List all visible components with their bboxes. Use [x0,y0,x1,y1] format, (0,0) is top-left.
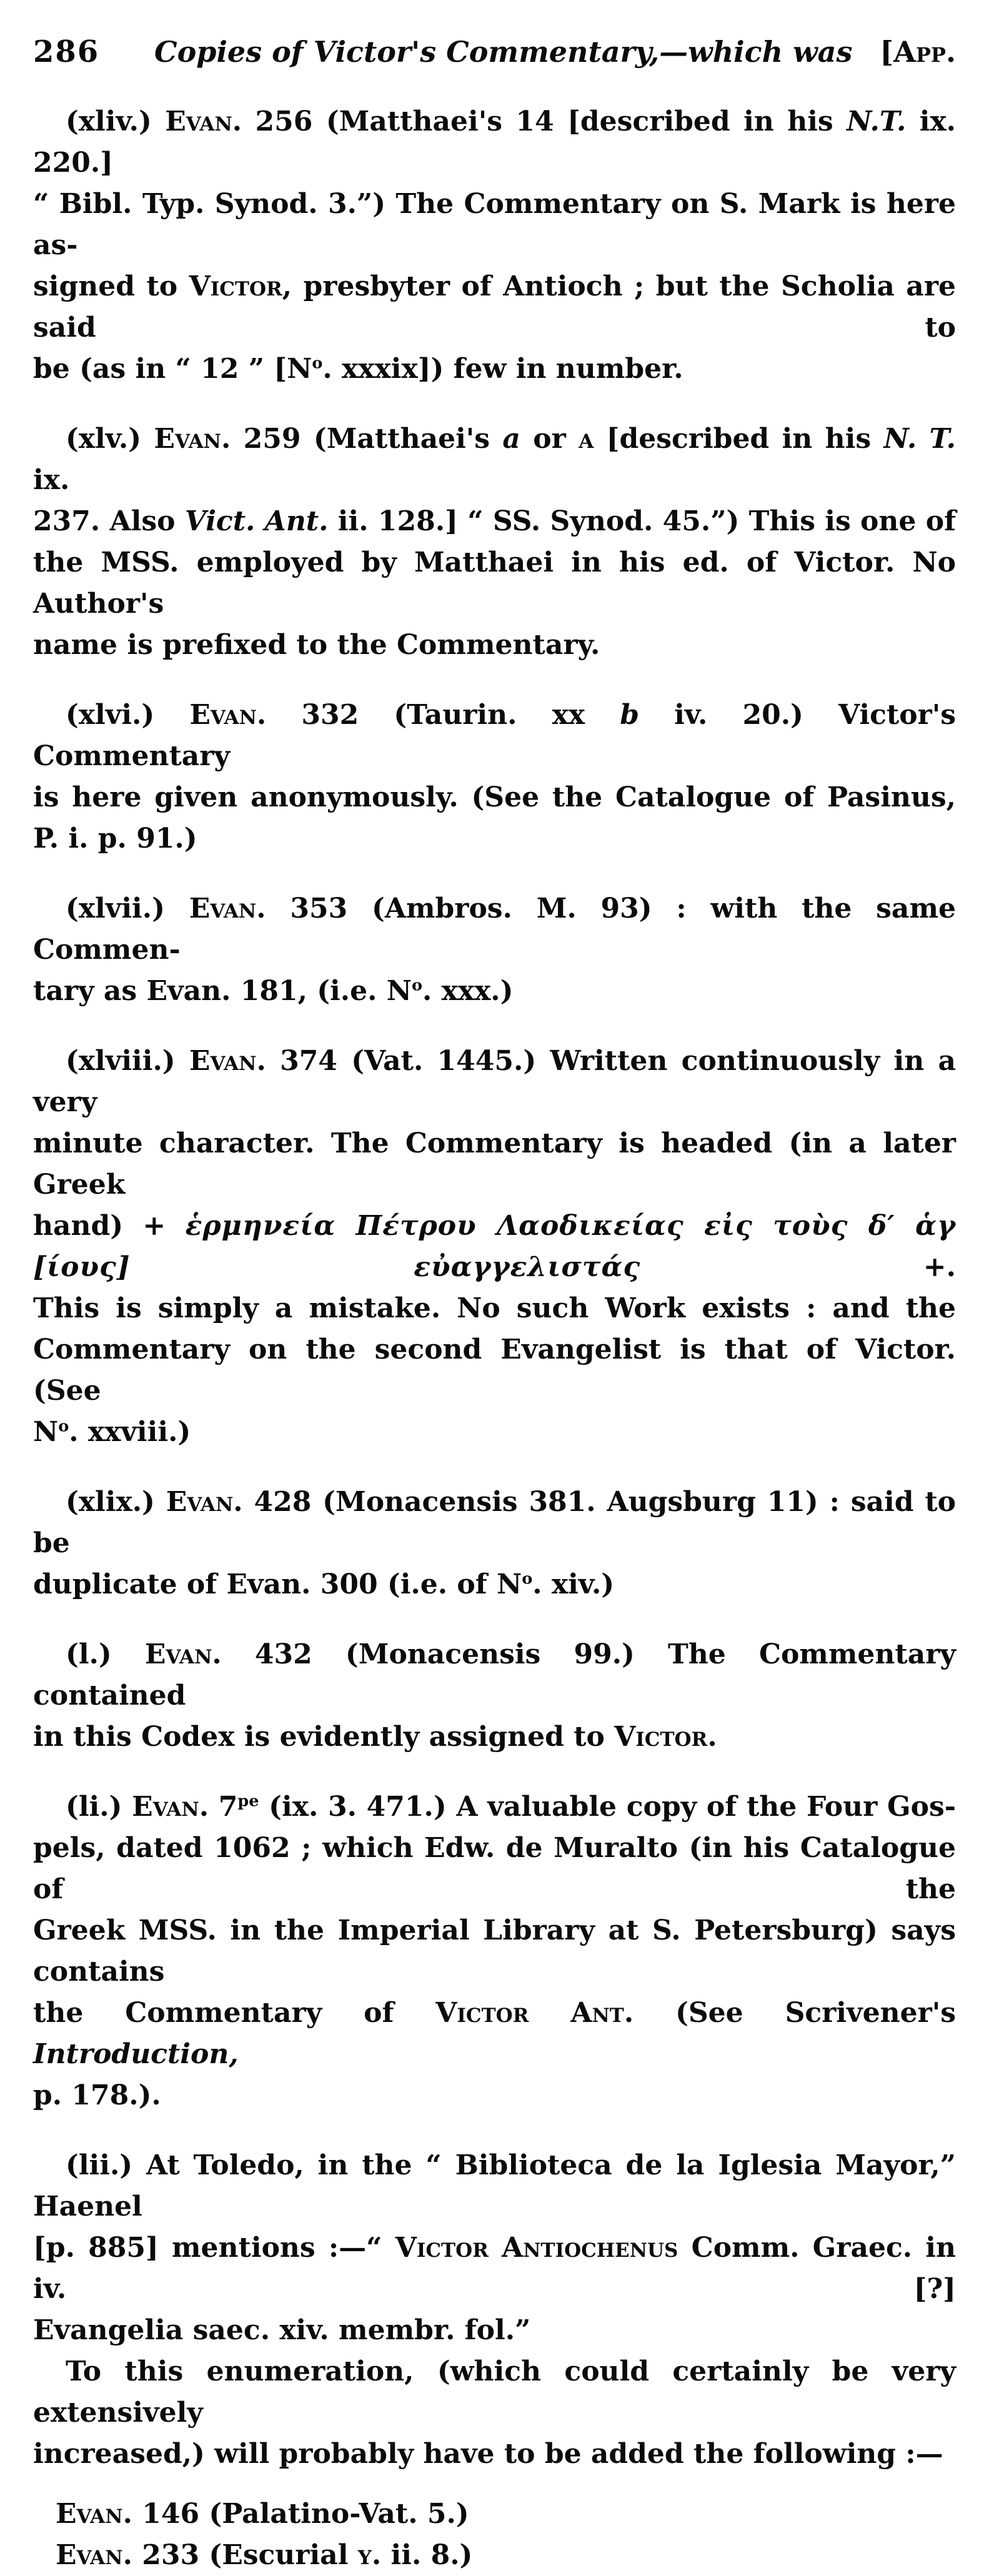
text-line [33,542,956,625]
text-segment: ix. [33,464,70,496]
text-segment-sc: Victor Antiochenus [395,2232,678,2264]
text-segment: Greek MSS. in the Imperial Library at S. Petersburg) says contains [33,1915,956,1988]
text-line [33,419,956,501]
text-segment: (xlviii.) [66,1045,189,1077]
page-body [33,101,956,2576]
paragraph-lii [33,2145,956,2351]
text-segment-sup: o [58,1417,69,1436]
text-segment: 256 (Matthaei's 14 [described in his [242,106,847,137]
text-segment: name is prefixed to the Commentary. [33,629,600,661]
text-segment-sc: a [579,423,594,455]
header-corner-label: [App. [880,35,956,69]
text-line [33,184,956,266]
text-segment: Evangelia saec. xiv. membr. fol.” [33,2314,531,2346]
text-segment: the Commentary of [33,1997,436,2029]
text-segment: 428 (Monacensis 381. Augsburg 11) : said to be [33,1486,956,1559]
text-segment: increased,) will probably have to be added the following :— [33,2438,943,2470]
text-segment: minute character. The Commentary is headed (in a later Greek [33,1127,956,1201]
text-line [33,888,956,971]
paragraph-xliv [33,101,956,390]
text-segment: signed to [33,270,189,302]
paragraph-addenda-list [56,2494,956,2576]
text-segment: ix. 220.] [33,106,956,179]
text-line [33,1828,956,1910]
text-segment-sc: Evan. [189,893,266,924]
text-segment: To this enumeration, (which could certainly be very extensively [33,2356,956,2429]
text-segment-it: a [502,423,520,455]
text-segment-sc: Evan. [154,423,231,455]
text-segment-it: N. T. [883,423,956,455]
page-number: 286 [33,34,100,69]
paragraph-li [33,1786,956,2116]
text-line [33,2227,956,2310]
text-segment-sc: Evan. [56,2539,132,2571]
text-line [33,1993,956,2075]
text-segment: (ix. 3. 471.) A valuable copy of the Four Gos- [259,1791,957,1823]
text-segment: duplicate of Evan. 300 (i.e. of N [33,1568,522,1600]
text-segment-sc: Evan. [132,1791,209,1823]
text-segment: p. 178.). [33,2079,161,2111]
text-segment-it: Introduction, [33,2038,239,2070]
text-segment: 353 (Ambros. M. 93) : with the same Commen- [33,893,956,966]
text-segment: 432 (Monacensis 99.) The Commentary contained [33,1638,956,1712]
text-line [33,1634,956,1717]
text-segment: 237. Also [33,505,185,537]
text-line [33,1329,956,1412]
text-segment: N [33,1416,59,1448]
text-segment: 7 [209,1791,238,1823]
text-segment: ii. 128.] “ SS. Synod. 45.”) This is one of [328,505,957,537]
text-segment: . [707,1721,717,1753]
text-line [33,101,956,184]
text-line [33,2075,956,2116]
text-segment-sup: o [312,354,323,373]
paragraph-l [33,1634,956,1758]
text-segment: . xxxix]) few in number. [322,353,683,385]
text-segment: This is simply a mistake. No such Work exists : and the [33,1292,956,1324]
text-line [33,266,956,349]
text-segment-sc: y [357,2539,372,2571]
text-line [33,1041,956,1123]
text-segment-sup: pe [237,1791,259,1811]
text-line [33,625,956,666]
text-line [33,1910,956,1993]
text-segment-grk: ἑρμηνεία Πέτρου Λαοδικείας εἰς τοὺς δ′ ἁγ [ίους] εὐαγγελιστάς [33,1210,957,1283]
text-segment: . xxviii.) [69,1416,191,1448]
text-segment: (lii.) At Toledo, in the “ Biblioteca de la Iglesia Mayor,” Haenel [33,2149,956,2222]
text-line [33,2351,956,2434]
text-segment: (See Scrivener's [634,1997,956,2029]
text-segment-sc: Evan. [144,1638,222,1670]
text-line [33,971,956,1012]
text-segment-it: b [620,699,639,731]
text-line [33,1786,956,1828]
text-segment: be (as in “ 12 ” [N [33,353,312,385]
text-segment-sc: Evan. [189,1045,266,1077]
text-segment: [described in his [594,423,884,455]
text-line [56,2494,956,2535]
text-segment: iv. 20.) Victor's Commentary [33,699,956,772]
text-segment-sc: Evan. [166,1486,243,1518]
text-line [33,695,956,777]
text-segment: (xliv.) [66,106,166,137]
text-segment: (xlv.) [66,423,154,455]
text-segment-sc: Victor Ant. [435,1997,634,2029]
text-segment: 259 (Matthaei's [231,423,503,455]
text-line [33,1717,956,1758]
text-segment: the MSS. employed by Matthaei in his ed. of Victor. No Author's [33,547,956,620]
text-segment: . xiv.) [532,1568,615,1600]
text-segment: 332 (Taurin. xx [266,699,620,731]
text-segment: [p. 885] mentions :—“ [33,2232,395,2264]
text-segment: P. i. p. 91.) [33,823,197,855]
paragraph-xlv [33,419,956,666]
text-segment: , presbyter of Antioch ; but the Scholia are said to [33,270,956,344]
text-segment: tary as Evan. 181, (i.e. N [33,975,412,1007]
paragraph-enumeration-note [33,2351,956,2475]
text-segment: 146 (Palatino-Vat. 5.) [132,2498,469,2530]
text-line [33,1123,956,1206]
text-segment: or [520,423,579,455]
text-segment: (xlvi.) [66,699,190,731]
paragraph-xlvi [33,695,956,859]
text-segment: (li.) [66,1791,132,1823]
text-line [33,2310,956,2351]
text-segment: . xxx.) [422,975,514,1007]
text-line [33,1288,956,1329]
text-segment: hand) + [33,1210,186,1242]
text-segment-sc: Evan. [189,699,267,731]
running-header [33,31,956,72]
text-line [33,777,956,818]
paragraph-xlix [33,1482,956,1605]
text-segment: pels, dated 1062 ; which Edw. de Muralto (in his Catalogue of the [33,1832,956,1905]
text-segment-sup: o [411,976,422,995]
text-segment-sc: Victor [189,270,282,302]
text-segment: 233 (Escurial [132,2539,358,2571]
text-segment-it: N.T. [847,106,907,137]
text-segment-sc: Victor [614,1721,708,1753]
text-segment-it: Vict. Ant. [184,505,329,537]
text-segment: “ Bibl. Typ. Synod. 3.”) The Commentary on S. Mark is here as- [33,188,956,261]
text-segment: +. [640,1251,956,1283]
text-segment: (xlix.) [66,1486,166,1518]
text-line [33,2145,956,2227]
text-line [33,1564,956,1605]
text-line [33,1412,956,1453]
text-segment: Comm. Graec. in iv. [?] [33,2232,956,2305]
text-segment-sc: Evan. [56,2498,132,2530]
paragraph-xlvii [33,888,956,1012]
text-segment: (xlvii.) [66,893,189,924]
text-segment: (l.) [66,1638,145,1670]
text-segment: 374 (Vat. 1445.) Written continuously in a very [33,1045,956,1118]
text-line [33,349,956,390]
text-segment: in this Codex is evidently assigned to [33,1721,615,1753]
text-line [33,2434,956,2475]
text-segment-sup: o [522,1569,533,1588]
text-line [56,2535,956,2576]
text-segment: is here given anonymously. (See the Catalogue of Pasinus, [33,781,956,813]
text-segment: . ii. 8.) [371,2539,473,2571]
text-line [33,1206,956,1288]
text-line [33,501,956,542]
text-line [33,818,956,859]
text-segment: Commentary on the second Evangelist is that of Victor. (See [33,1334,956,1407]
running-title: Copies of Victor's Commentary,—which was [154,35,853,69]
text-segment-sc: Evan. [165,106,242,137]
text-line [33,1482,956,1564]
paragraph-xlviii [33,1041,956,1453]
